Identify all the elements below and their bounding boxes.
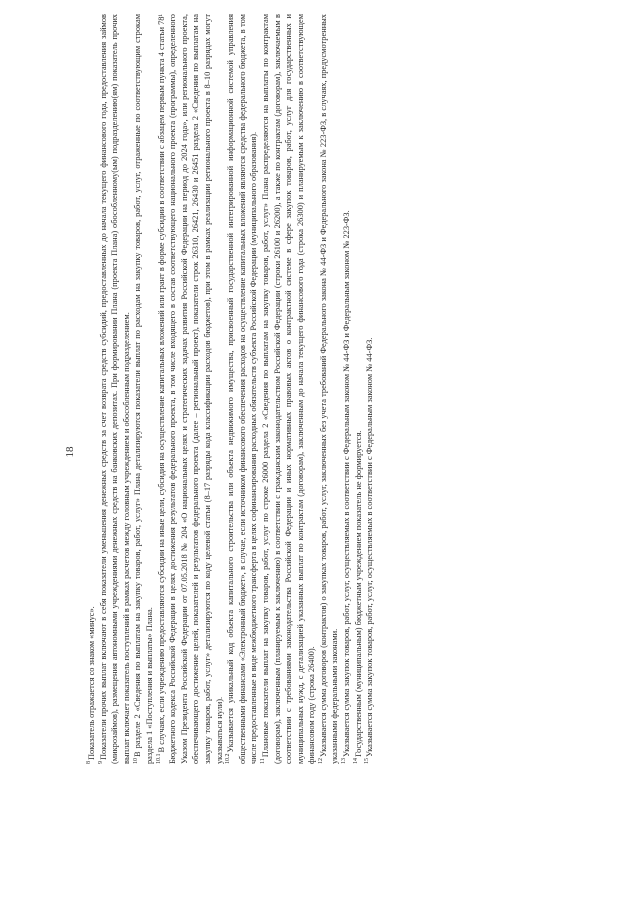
footnote: [156, 14, 226, 764]
footnote-text: Указывается сумма закупок товаров, работ, услуг, осуществляемых в соответствии с Федеральным законом № 44-ФЗ.: [365, 337, 375, 757]
footnote-text: Показатель отражается со знаком «минус».: [87, 606, 96, 760]
footnote: [86, 14, 98, 764]
footnote: [260, 14, 318, 764]
footnote-mark: 12: [318, 758, 325, 764]
footnote: [364, 14, 376, 764]
footnote: [353, 14, 365, 764]
footnote: [318, 14, 341, 764]
footnote-mark: 9: [97, 761, 104, 764]
footnote-mark: 10: [132, 758, 139, 764]
footnote-mark: 8: [86, 761, 93, 764]
footnote-mark: 10.2: [225, 753, 232, 764]
footnote-text: Государственным (муниципальным) бюджетным учреждением показатель не формируется.: [353, 430, 363, 757]
footnote: [341, 14, 353, 764]
footnote-mark: 15: [364, 758, 371, 764]
footnote-mark: 11: [260, 758, 267, 764]
footnote-text: Указывается сумма закупок товаров, работ, услуг, осуществляемых в соответствии с Федеральным законом № 44-ФЗ и Федеральным законом № 223-ФЗ.: [342, 210, 352, 757]
page-number: 18: [64, 446, 76, 458]
footnote-text: В случаях, если учреждению предоставляются субсидии на иные цели, субсидия на осуществление капитальных вложений или грант в форме субсидии в соответствии с абзацем первым пункта 4 статьи 78¹ Бюджетного кодекса Российской Федерации в целях достижения результатов федерального проекта, в том числе входящего в состав соответствующего национального проекта (программы), определенного Указом Президента Российской Федерации от 07.05.2018 № 204 «О национальных целях и стратегических задачах развития Российской Федерации на период до 2024 года», или регионального проекта, обеспечивающего достижение целей, показателей и результатов федерального проекта (далее – региональный проект), показатели строк 26310, 26421, 26430 и 26451 раздела 2 «Сведения по выплатам на закупку товаров, работ, услуг» детализируются по коду целевой статьи (8–17 разряды кода классификации расходов бюджетов), при этом в рамках реализации регионального проекта в 8–10 разрядах могут указываться нули).: [156, 14, 224, 764]
footnote-mark: 14: [352, 758, 359, 764]
footnote-mark: 13: [341, 758, 348, 764]
footnote: [132, 14, 155, 764]
footnote-mark: 10.1: [155, 753, 162, 764]
footnote-text: Показатели прочих выплат включают в себя показатели уменьшения денежных средств за счет возврата средств субсидий, предоставленных до начала текущего финансового года, предоставления займов (микрозаймов), размещения автономными учреждениями денежных средств на банковских депозитах. При формировании Плана (проекта Плана) обособленному(ым) подразделению(ям) показатель прочих выплат включает показатель поступлений в рамках расчетов между головным учреждением и обособленным подразделением.: [98, 14, 131, 764]
footnote: [98, 14, 133, 764]
footnotes-block: [86, 14, 376, 764]
footnote-text: Указывается сумма договоров (контрактов) о закупках товаров, работ, услуг, заключенных без учета требований Федерального закона № 44-ФЗ и Федерального закона № 223-ФЗ, в случаях, предусмотренных указанными федеральными законами.: [318, 14, 340, 764]
footnote-text: В разделе 2 «Сведения по выплатам на закупку товаров, работ, услуг» Плана детализируются показатели выплат по расходам на закупку товаров, работ, услуг, отраженные по соответствующим строкам раздела 1 «Поступления и выплаты» Плана.: [133, 14, 154, 764]
footnote: [225, 14, 260, 764]
footnote-text: Указывается уникальный код объекта капитального строительства или объекта недвижимого имущества, присвоенный государственной интегрированной информационной системой управления общественными финансами «Электронный бюджет», в случае, если источником финансового обеспечения расходов на осуществление капитальных вложений являются средства федерального бюджета, в том числе предоставленные в виде межбюджетного трансферта в целях софинансирования расходных обязательств субъекта Российской Федерации (муниципального образования).: [226, 14, 259, 764]
footnote-text: Плановые показатели выплат на закупку товаров, работ, услуг по строке 26000 раздела 2 «Сведения по выплатам на закупку товаров, работ, услуг» Плана распределяются на выплаты по контрактам (договорам), заключенным (планируемым к заключению) в соответствии с гражданским законодательством Российской Федерации (строки 26100 и 26200), а также по контрактам (договорам), заключаемым в соответствии с требованиями законодательства Российской Федерации и иных нормативных правовых актов о контрактной системе в сфере закупок товаров, работ, услуг для государственных и муниципальных нужд, с детализацией указанных выплат по контрактам (договорам), заключенным до начала текущего финансового года (строка 26300) и планируемым к заключению в соответствующем финансовом году (строка 26400).: [260, 14, 317, 764]
